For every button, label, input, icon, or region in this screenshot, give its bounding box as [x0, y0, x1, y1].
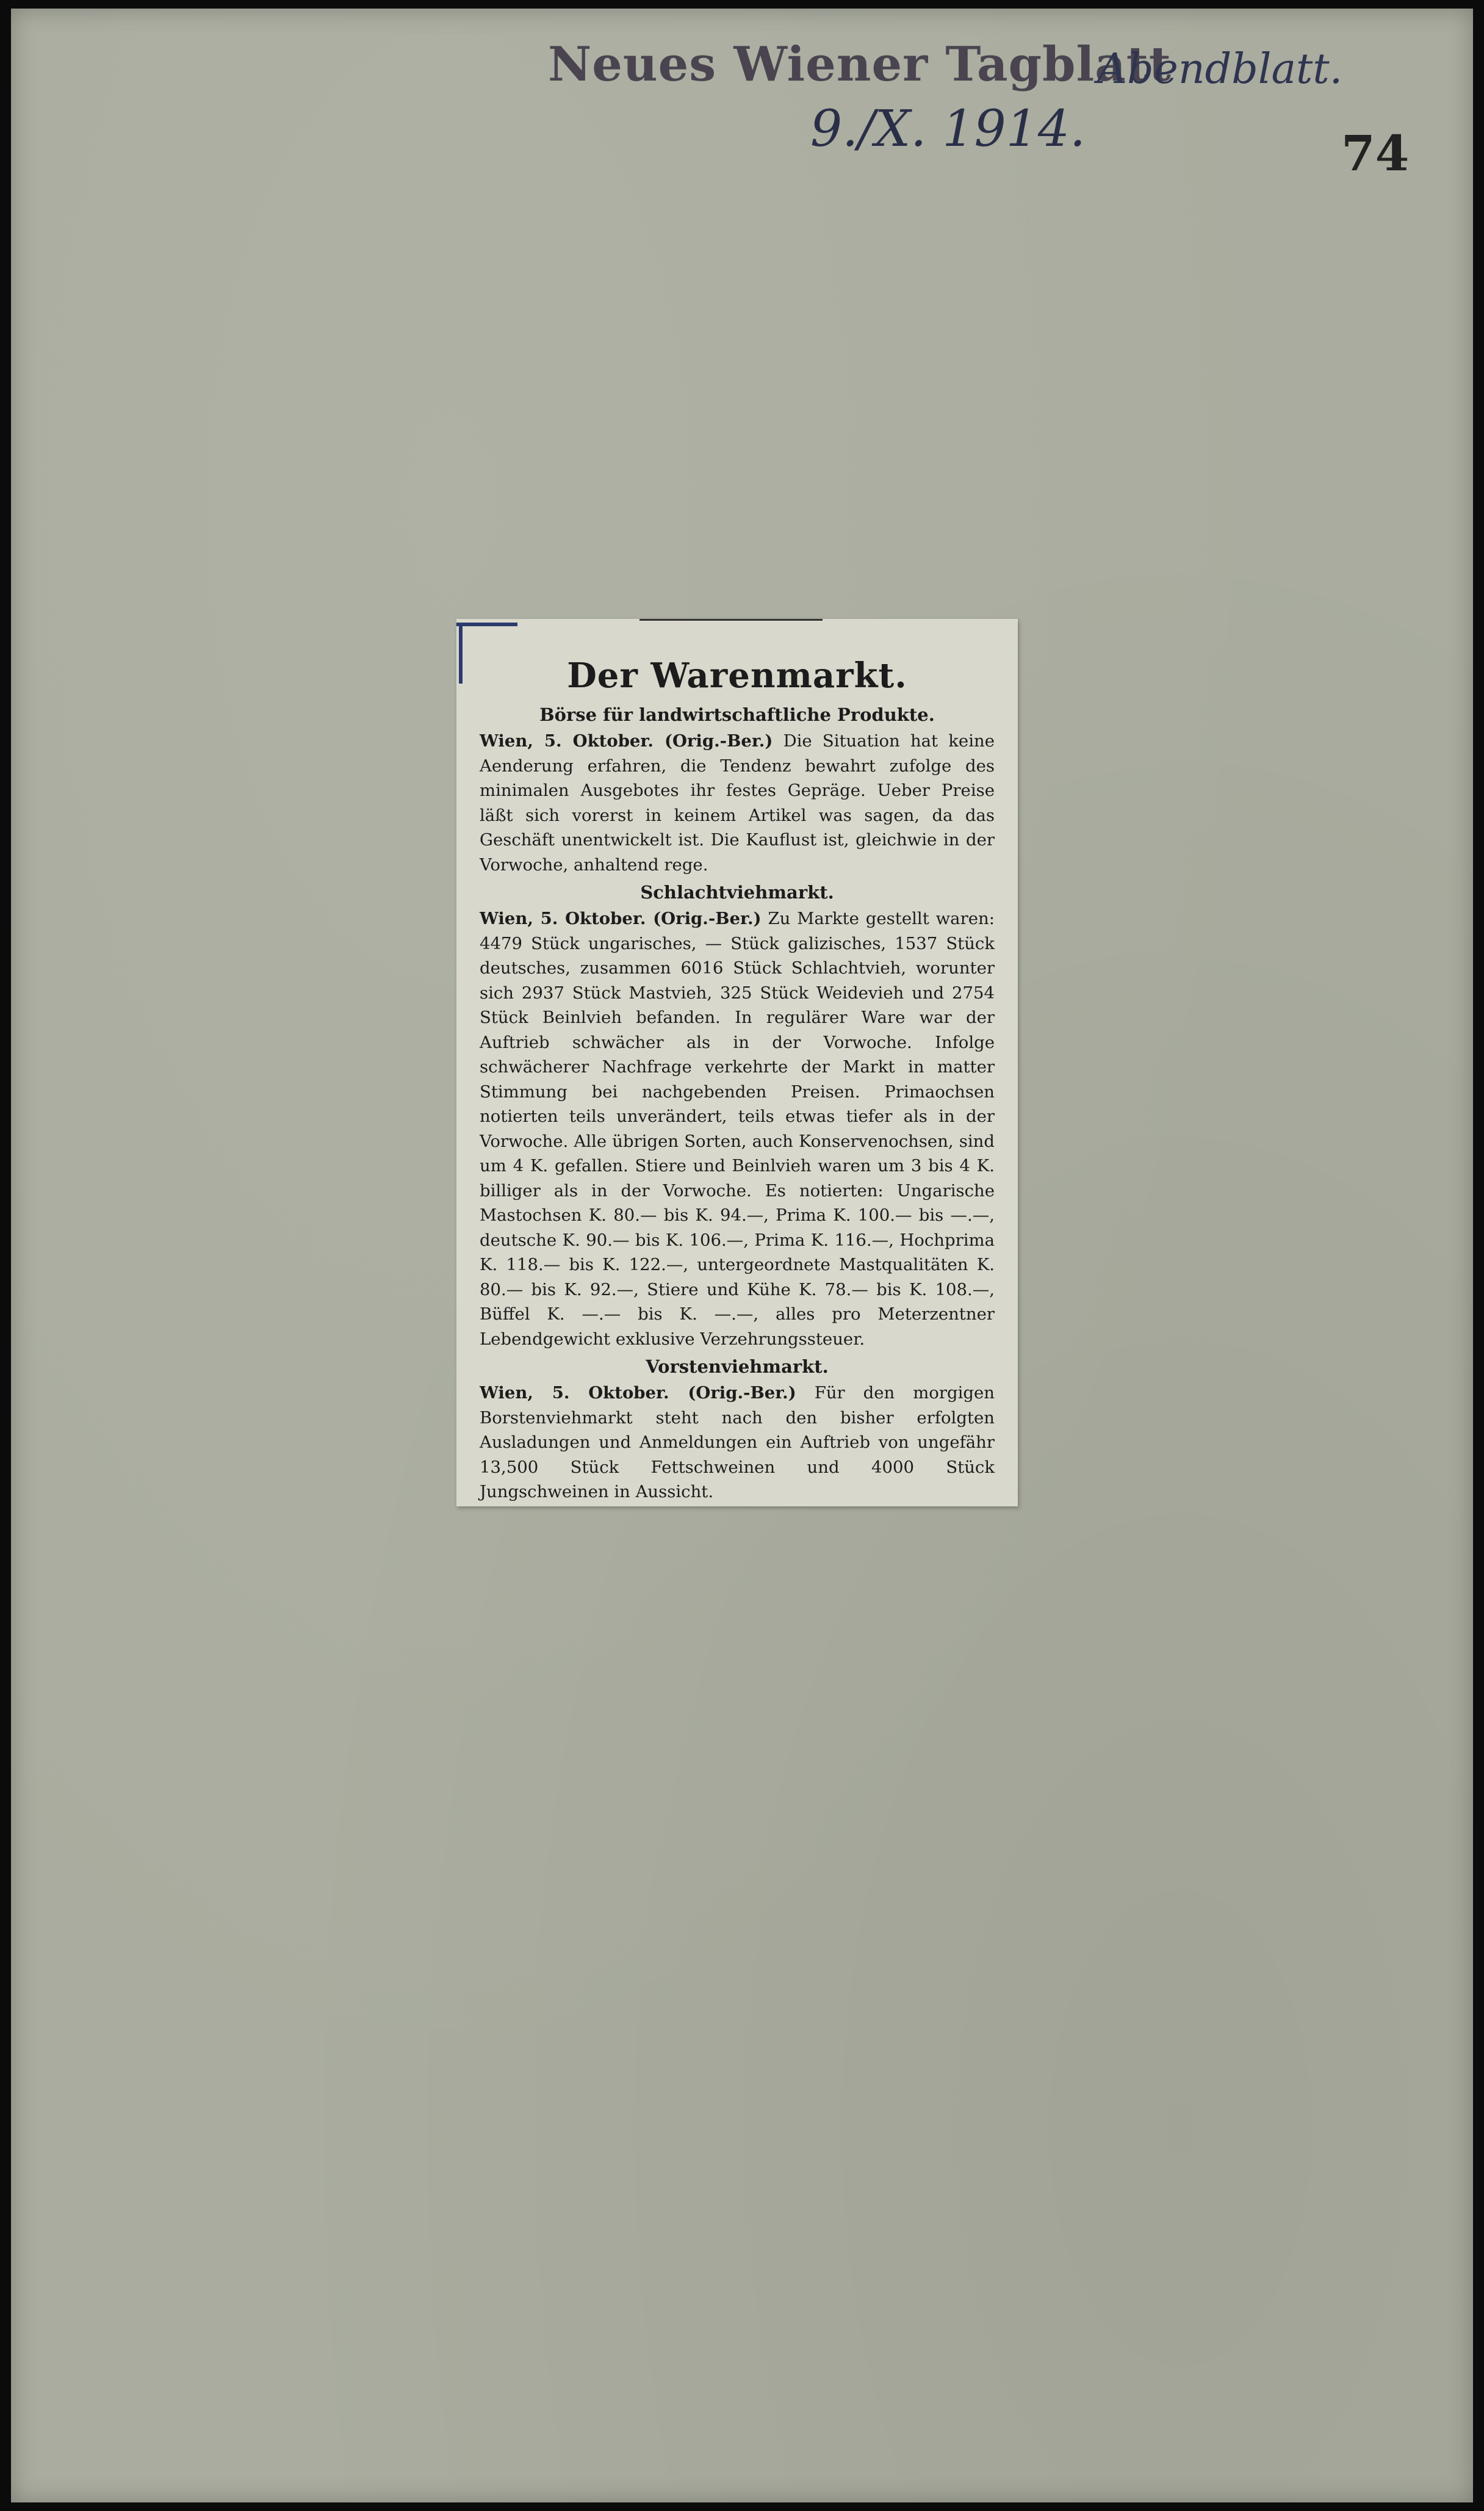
- paragraph-text: Zu Markte gestellt waren: 4479 Stück ungarisches, — Stück galizisches, 1537 Stück deutsches, zusammen 6016 Stück Schlachtvieh, worunter sich 2937 Stück Mastvieh, 325 Stück Weidevieh und 2754 Stück Beinlvieh befanden. In regulärer Ware war der Auftrieb schwächer als in der Vorwoche. Infolge schwächerer Nachfrage verkehrte der Markt in matter Stimmung bei nachgebenden Preisen. Primaochsen notierten teils unverändert, teils etwas tiefer als in der Vorwoche. Alle übrigen Sorten, auch Konservenochsen, sind um 4 K. gefallen. Stiere und Beinlvieh waren um 3 bis 4 K. billiger als in der Vorwoche. Es notierten: Ungarische Mastochsen K. 80.— bis K. 94.—, Prima K. 100.— bis —.—, deutsche K. 90.— bis K. 106.—, Prima K. 116.—, Hochprima K. 118.— bis K. 122.—, untergeordnete Mastqualitäten K. 80.— bis K. 92.—, Stiere und Kühe K. 78.— bis K. 108.—, Büffel K. —.— bis K. —.—, alles pro Meterzentner Lebendgewicht exklusive Verzehrungssteuer.: [480, 909, 995, 1349]
- dateline: Wien, 5. Oktober. (Orig.-Ber.): [480, 731, 773, 751]
- section-boerse: [480, 704, 995, 877]
- top-rule: [639, 619, 823, 621]
- section-schlachtvieh: [480, 882, 995, 1351]
- dateline: Wien, 5. Oktober. (Orig.-Ber.): [480, 909, 762, 928]
- paragraph-text: Für den morgigen Borstenviehmarkt steht nach den bisher erfolgten Ausladungen und Anmeldungen ein Auftrieb von ungefähr 13,500 Stück Fettschweinen und 4000 Stück Jungschweinen in Aussicht.: [480, 1383, 995, 1501]
- blue-pencil-mark: [456, 623, 517, 626]
- section-paragraph: [480, 1381, 995, 1505]
- blue-pencil-mark-vertical: [459, 623, 463, 684]
- section-paragraph: [480, 906, 995, 1351]
- section-paragraph: [480, 729, 995, 877]
- handwritten-date: 9./X. 1914.: [810, 100, 1086, 158]
- handwritten-edition-note: Abendblatt.: [1097, 45, 1343, 93]
- page-number: 74: [1341, 125, 1410, 182]
- section-heading: Schlachtviehmarkt.: [640, 882, 834, 903]
- section-heading: Börse für landwirtschaftliche Produkte.: [539, 704, 935, 725]
- paragraph-text: Die Situation hat keine Aenderung erfahren, die Tendenz bewahrt zufolge des minimalen Ausgebotes ihr festes Gepräge. Ueber Preise läßt sich vorerst in keinem Artikel was sagen, da das Geschäft unentwickelt ist. Die Kauflust ist, gleichwie in der Vorwoche, anhaltend rege.: [480, 731, 995, 875]
- newspaper-stamp: Neues Wiener Tagblatt: [548, 37, 1172, 92]
- dateline: Wien, 5. Oktober. (Orig.-Ber.): [480, 1383, 796, 1403]
- section-heading: Vorstenviehmarkt.: [646, 1356, 829, 1377]
- section-borstenvieh: [480, 1356, 995, 1505]
- archive-sheet: [11, 9, 1473, 2502]
- article-title: Der Warenmarkt.: [567, 656, 907, 696]
- newspaper-clipping: [456, 619, 1018, 1506]
